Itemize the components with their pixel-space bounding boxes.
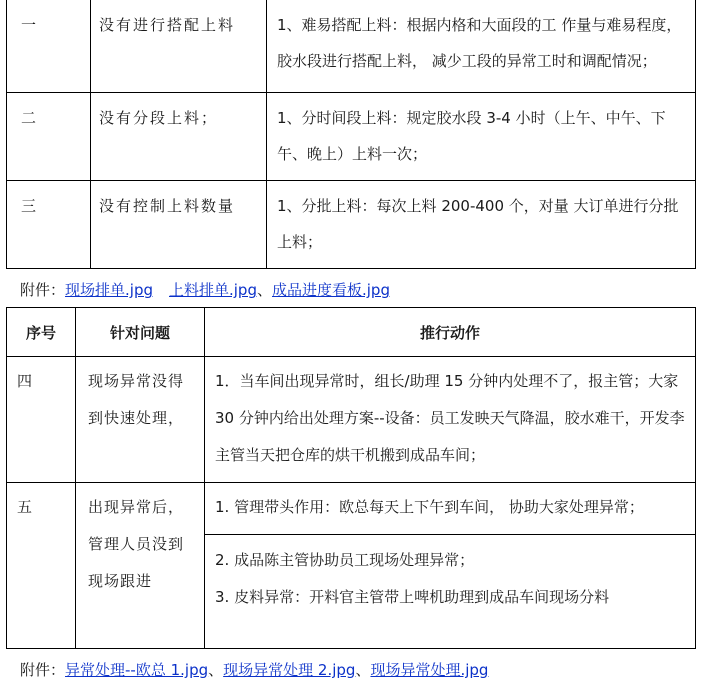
attachment-separator: 、 [208, 661, 224, 679]
issue-cell: 出现异常后，管理人员没到现场跟进 [76, 483, 205, 649]
action-item: 1. 管理带头作用：欧总每天上下午到车间， 协助大家处理异常； [215, 498, 644, 516]
table-row [7, 483, 696, 649]
issue-cell: 现场异常没得到快速处理， [76, 357, 205, 483]
attachment-link[interactable]: 异常处理--欧总 1.jpg [65, 661, 209, 679]
row-number: 三 [7, 181, 91, 269]
attachment-line-2 [20, 659, 488, 680]
attachment-prefix: 附件： [20, 281, 66, 299]
action-item: 2. 成品陈主管协助员工现场处理异常； [215, 551, 475, 569]
action-cell: 1、分时间段上料：规定胶水段 3-4 小时（上午、中午、下午、晚上）上料一次； [267, 93, 696, 181]
row-number: 一 [7, 0, 91, 93]
issue-cell: 没有分段上料； [91, 93, 267, 181]
action-item: 3. 皮料异常：开料官主管带上啤机助理到成品车间现场分料 [215, 588, 610, 606]
action-cell: 1．当车间出现异常时，组长/助理 15 分钟内处理不了，报主管；大家 30 分钟内给出处理方案--设备：员工发映天气降温，胶水难干，开发李主管当天把仓库的烘干机搬到成品车间； [205, 357, 696, 483]
row-number: 五 [7, 483, 76, 649]
table-row [7, 0, 696, 93]
measures-table-2 [6, 307, 696, 649]
action-cell [205, 483, 696, 649]
row-number: 四 [7, 357, 76, 483]
action-cell: 1、分批上料：每次上料 200-400 个，对量 大订单进行分批上料； [267, 181, 696, 269]
issue-cell: 没有控制上料数量 [91, 181, 267, 269]
attachment-prefix: 附件： [20, 661, 66, 679]
column-header: 针对问题 [76, 308, 205, 357]
table-row [7, 357, 696, 483]
row-number: 二 [7, 93, 91, 181]
attachment-link[interactable]: 现场异常处理.jpg [370, 661, 489, 679]
column-header: 序号 [7, 308, 76, 357]
action-cell: 1、难易搭配上料：根据内格和大面段的工 作量与难易程度，胶水段进行搭配上料， 减少工段的异常工时和调配情况； [267, 0, 696, 93]
attachment-link[interactable]: 现场排单.jpg [65, 281, 153, 299]
table-header-row [7, 308, 696, 357]
column-header: 推行动作 [205, 308, 696, 357]
attachment-separator: 、 [355, 661, 371, 679]
issue-cell: 没有进行搭配上料 [91, 0, 267, 93]
table-row [7, 93, 696, 181]
attachment-link[interactable]: 成品进度看板.jpg [272, 281, 390, 299]
table-row [7, 181, 696, 269]
attachment-separator: 、 [256, 281, 272, 299]
measures-table-1 [6, 0, 696, 269]
attachment-line-1 [20, 279, 390, 300]
attachment-link[interactable]: 现场异常处理 2.jpg [223, 661, 356, 679]
attachment-link[interactable]: 上料排单.jpg [169, 281, 257, 299]
